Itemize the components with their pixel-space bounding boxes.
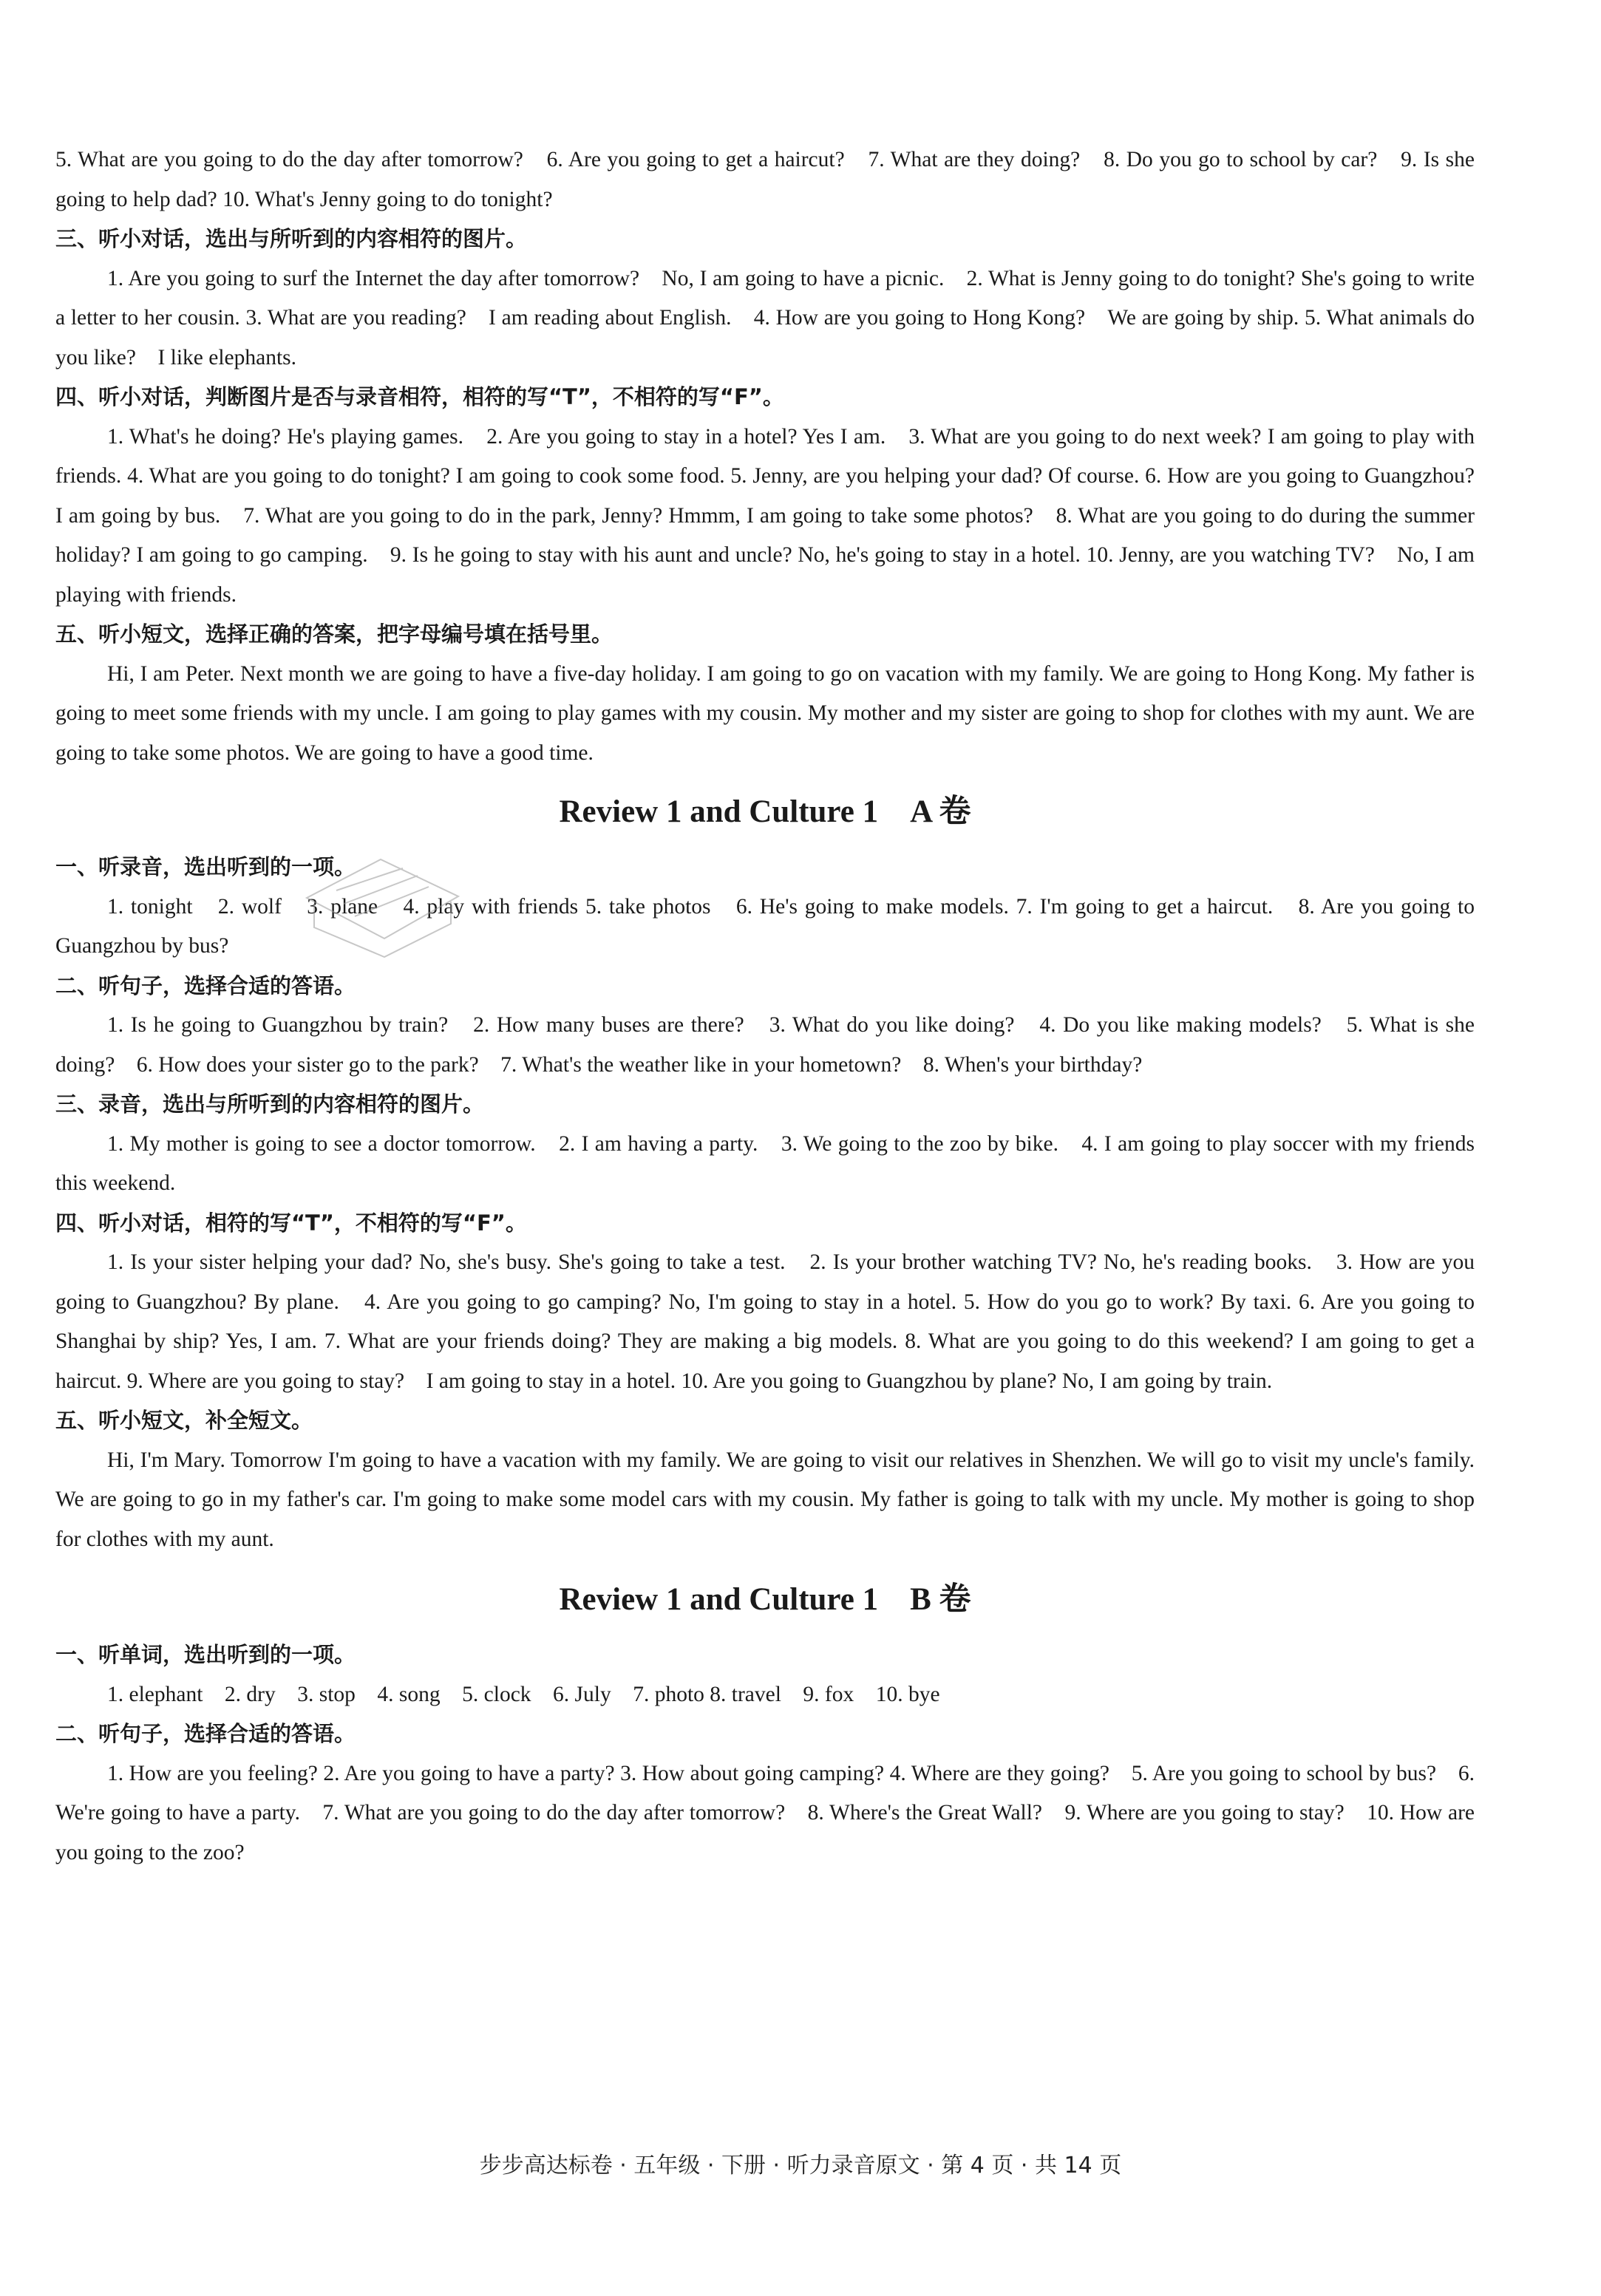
- section-heading: 四、听小对话，相符的写“T”，不相符的写“F”。: [55, 1210, 527, 1236]
- paragraph: Hi, I am Peter. Next month we are going to have a five-day holiday. I am going to go on vacation with my family. We are going to Hong Kong. My father is going to meet some friends with my uncle. I am going to play games with my cousin. My mother and my sister are going to shop for clothes with my aunt. We are going to take some photos. We are going to have a good time.: [55, 661, 1475, 765]
- stamp-icon: [292, 846, 477, 968]
- paragraph: 1. My mother is going to see a doctor tomorrow. 2. I am having a party. 3. We going to the zoo by bike. 4. I am going to play soccer with my friends this weekend.: [55, 1131, 1475, 1195]
- paragraph: 1. How are you feeling? 2. Are you going to have a party? 3. How about going camping? 4. Where are they going? 5. Are you going to school by bus? 6. We're going to have a party. 7. What are you going to do the day after tomorrow? 8. Where's the Great Wall? 9. Where are you going to stay? 10. How are you going to the zoo?: [55, 1761, 1475, 1864]
- section-heading: 二、听句子，选择合适的答语。: [55, 972, 356, 998]
- section-heading: 一、听录音，选出听到的一项。: [55, 854, 356, 879]
- page-content: [55, 140, 1475, 1873]
- section-heading: 五、听小短文，补全短文。: [55, 1408, 313, 1433]
- paragraph: 1. elephant 2. dry 3. stop 4. song 5. clock 6. July 7. photo 8. travel 9. fox 10. bye: [107, 1682, 940, 1706]
- paragraph: 1. Is he going to Guangzhou by train? 2. How many buses are there? 3. What do you like doing? 4. Do you like making models? 5. What is she doing? 6. How does your sister go to the park? 7. What's the weather like in your hometown? 8. When's your birthday?: [55, 1013, 1475, 1077]
- paragraph: 1. Are you going to surf the Internet the day after tomorrow? No, I am going to have a picnic. 2. What is Jenny going to do tonight? She's going to write a letter to her cousin. 3. What are you reading? I am reading about English. 4. How are you going to Hong Kong? We are going by ship. 5. What animals do you like? I like elephants.: [55, 266, 1475, 369]
- section-heading: 三、录音，选出与所听到的内容相符的图片。: [55, 1091, 485, 1117]
- section-heading: 四、听小对话，判断图片是否与录音相符，相符的写“T”，不相符的写“F”。: [55, 384, 784, 409]
- section-heading: 一、听单词，选出听到的一项。: [55, 1642, 356, 1667]
- paragraph: 1. What's he doing? He's playing games. 2. Are you going to stay in a hotel? Yes I am. 3. What are you going to do next week? I am going to play with friends. 4. What are you going to do tonight? I am going to cook some food. 5. Jenny, are you helping your dad? Of course. 6. How are you going to Guangzhou? I am going by bus. 7. What are you going to do in the park, Jenny? Hmmm, I am going to take some photos? 8. What are you going to do during the summer holiday? I am going to go camping. 9. Is he going to stay with his aunt and uncle? No, he's going to stay in a hotel. 10. Jenny, are you watching TV? No, I am playing with friends.: [55, 424, 1475, 607]
- page-footer: 步步高达标卷 · 五年级 · 下册 · 听力录音原文 · 第 4 页 · 共 14 页: [479, 2153, 1122, 2179]
- section-heading: 二、听句子，选择合适的答语。: [55, 1721, 356, 1746]
- section-title-b: Review 1 and Culture 1 B 卷: [559, 1582, 971, 1617]
- section-heading: 三、听小对话，选出与所听到的内容相符的图片。: [55, 226, 528, 251]
- paragraph: 1. Is your sister helping your dad? No, she's busy. She's going to take a test. 2. Is your brother watching TV? No, he's reading books. 3. How are you going to Guangzhou? By plane. 4. Are you going to go camping? No, I'm going to stay in a hotel. 5. How do you go to work? By taxi. 6. Are you going to Shanghai by ship? Yes, I am. 7. What are your friends doing? They are making a big models. 8. What are you going to do this weekend? I am going to get a haircut. 9. Where are you going to stay? I am going to stay in a hotel. 10. Are you going to Guangzhou by plane? No, I am going by train.: [55, 1250, 1475, 1393]
- section-heading: 五、听小短文，选择正确的答案，把字母编号填在括号里。: [55, 621, 613, 647]
- section-title-a: Review 1 and Culture 1 A 卷: [559, 794, 971, 829]
- paragraph: 1. tonight 2. wolf 3. plane 4. play with friends 5. take photos 6. He's going to make models. 7. I'm going to get a haircut. 8. Are you going to Guangzhou by bus?: [55, 894, 1475, 958]
- paragraph: Hi, I'm Mary. Tomorrow I'm going to have a vacation with my family. We are going to visit our relatives in Shenzhen. We will go to visit my uncle's family. We are going to go in my father's car. I'm going to make some model cars with my cousin. My father is going to talk with my uncle. My mother is going to shop for clothes with my aunt.: [55, 1448, 1475, 1551]
- paragraph: 5. What are you going to do the day after tomorrow? 6. Are you going to get a haircut? 7. What are they doing? 8. Do you go to school by car? 9. Is she going to help dad? 10. What's Jenny going to do tonight?: [55, 148, 1475, 211]
